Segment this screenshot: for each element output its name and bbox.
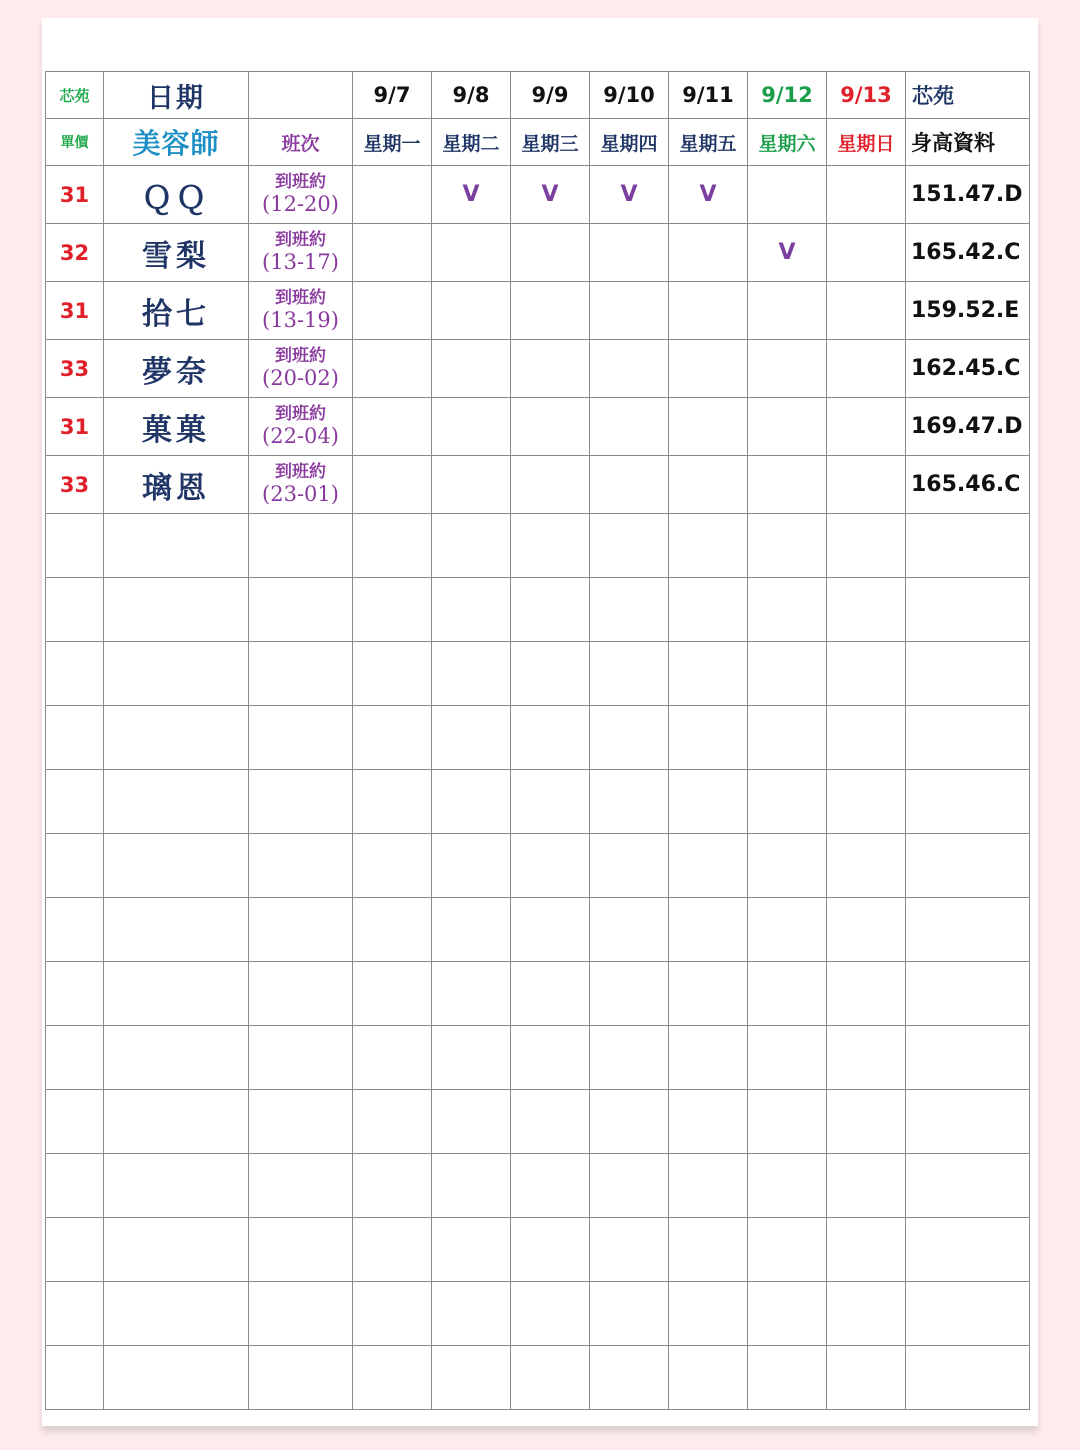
empty-cell xyxy=(249,514,353,578)
empty-table-row xyxy=(46,834,1030,898)
empty-cell xyxy=(432,1090,511,1154)
empty-cell xyxy=(432,1154,511,1218)
shift-cell xyxy=(249,166,353,224)
attendance-mark-cell xyxy=(353,456,432,514)
empty-cell xyxy=(590,1346,669,1410)
empty-cell xyxy=(669,1154,748,1218)
empty-cell xyxy=(432,1026,511,1090)
empty-cell xyxy=(46,1154,104,1218)
unit-price-cell: 31 xyxy=(46,166,104,224)
empty-table-row xyxy=(46,514,1030,578)
attendance-mark-cell xyxy=(748,282,827,340)
empty-cell xyxy=(46,898,104,962)
attendance-mark-cell xyxy=(590,398,669,456)
table-row xyxy=(46,224,1030,282)
shift-arrival-label: 到班約 xyxy=(275,404,326,425)
empty-cell xyxy=(432,770,511,834)
schedule-table xyxy=(45,71,1030,1410)
empty-cell xyxy=(353,1154,432,1218)
empty-cell xyxy=(249,642,353,706)
attendance-mark-cell xyxy=(827,166,906,224)
date-cell: 9/11 xyxy=(669,72,748,119)
beautician-header-label: 美容師 xyxy=(104,119,249,166)
empty-cell xyxy=(511,962,590,1026)
empty-cell xyxy=(590,834,669,898)
weekday-cell: 星期二 xyxy=(432,119,511,166)
unit-price-cell: 31 xyxy=(46,282,104,340)
empty-cell xyxy=(104,1346,249,1410)
empty-cell xyxy=(590,1218,669,1282)
empty-cell xyxy=(249,770,353,834)
empty-cell xyxy=(353,834,432,898)
empty-cell xyxy=(827,706,906,770)
empty-cell xyxy=(669,962,748,1026)
attendance-mark-cell xyxy=(432,340,511,398)
shift-cell xyxy=(249,282,353,340)
empty-cell xyxy=(46,1026,104,1090)
beautician-name-cell: 菓菓 xyxy=(104,398,249,456)
empty-cell xyxy=(669,1346,748,1410)
empty-cell xyxy=(511,514,590,578)
shift-arrival-label: 到班約 xyxy=(275,346,326,367)
empty-cell xyxy=(104,834,249,898)
empty-cell xyxy=(104,962,249,1026)
empty-cell xyxy=(748,770,827,834)
empty-cell xyxy=(669,1282,748,1346)
empty-cell xyxy=(511,1346,590,1410)
empty-table-row xyxy=(46,706,1030,770)
empty-cell xyxy=(104,1154,249,1218)
empty-cell xyxy=(669,770,748,834)
empty-table-row xyxy=(46,1218,1030,1282)
empty-cell xyxy=(827,514,906,578)
empty-cell xyxy=(432,1346,511,1410)
table-row xyxy=(46,282,1030,340)
empty-cell xyxy=(590,898,669,962)
empty-cell xyxy=(432,642,511,706)
unit-price-cell: 33 xyxy=(46,456,104,514)
date-cell: 9/7 xyxy=(353,72,432,119)
empty-cell xyxy=(906,706,1030,770)
empty-cell xyxy=(249,1154,353,1218)
empty-cell xyxy=(906,834,1030,898)
attendance-mark-cell xyxy=(432,456,511,514)
beautician-name-cell: 夢奈 xyxy=(104,340,249,398)
attendance-mark-cell xyxy=(590,340,669,398)
empty-table-row xyxy=(46,1154,1030,1218)
empty-cell xyxy=(827,770,906,834)
empty-cell xyxy=(104,1026,249,1090)
empty-cell xyxy=(748,1154,827,1218)
empty-table-row xyxy=(46,898,1030,962)
attendance-mark-cell xyxy=(511,456,590,514)
shift-time-range: (23-01) xyxy=(262,482,339,507)
empty-cell xyxy=(46,962,104,1026)
shift-cell xyxy=(249,340,353,398)
empty-cell xyxy=(748,642,827,706)
header-row-weekdays xyxy=(46,119,1030,166)
empty-cell xyxy=(511,1154,590,1218)
empty-cell xyxy=(104,1090,249,1154)
empty-table-row xyxy=(46,642,1030,706)
attendance-mark-cell xyxy=(353,340,432,398)
empty-cell xyxy=(104,642,249,706)
shift-time-range: (20-02) xyxy=(262,366,339,391)
attendance-mark-cell xyxy=(511,224,590,282)
empty-cell xyxy=(748,1026,827,1090)
attendance-mark-cell: V xyxy=(511,166,590,224)
unit-price-label: 單價 xyxy=(46,119,104,166)
empty-cell xyxy=(432,1218,511,1282)
shift-time-range: (13-17) xyxy=(262,250,339,275)
empty-table-row xyxy=(46,962,1030,1026)
empty-cell xyxy=(249,834,353,898)
unit-price-cell: 31 xyxy=(46,398,104,456)
empty-cell xyxy=(827,834,906,898)
empty-cell xyxy=(906,514,1030,578)
empty-table-row xyxy=(46,1346,1030,1410)
empty-table-row xyxy=(46,578,1030,642)
empty-cell xyxy=(748,1090,827,1154)
empty-cell xyxy=(46,834,104,898)
empty-cell xyxy=(104,1218,249,1282)
empty-cell xyxy=(249,578,353,642)
empty-cell xyxy=(827,578,906,642)
weekday-cell: 星期三 xyxy=(511,119,590,166)
empty-cell xyxy=(104,706,249,770)
empty-cell xyxy=(353,1026,432,1090)
weekday-cell: 星期五 xyxy=(669,119,748,166)
empty-cell xyxy=(590,1090,669,1154)
weekday-cell-sunday: 星期日 xyxy=(827,119,906,166)
attendance-mark-cell xyxy=(511,340,590,398)
empty-cell xyxy=(46,1090,104,1154)
empty-cell xyxy=(353,898,432,962)
shift-arrival-label: 到班約 xyxy=(275,288,326,309)
shift-cell xyxy=(249,398,353,456)
attendance-mark-cell xyxy=(669,340,748,398)
beautician-name-cell: ＱＱ xyxy=(104,166,249,224)
empty-cell xyxy=(906,1026,1030,1090)
empty-cell xyxy=(249,1026,353,1090)
empty-cell xyxy=(748,1218,827,1282)
height-data-cell: 165.42.C xyxy=(906,224,1030,282)
attendance-mark-cell xyxy=(827,224,906,282)
attendance-mark-cell: V xyxy=(432,166,511,224)
empty-cell xyxy=(511,1090,590,1154)
attendance-mark-cell xyxy=(669,224,748,282)
empty-cell xyxy=(511,834,590,898)
empty-cell xyxy=(669,1090,748,1154)
attendance-mark-cell xyxy=(827,282,906,340)
empty-cell xyxy=(748,898,827,962)
empty-cell xyxy=(590,1026,669,1090)
empty-cell xyxy=(827,1154,906,1218)
empty-cell xyxy=(249,1218,353,1282)
blank-header-cell xyxy=(249,72,353,119)
shift-arrival-label: 到班約 xyxy=(275,172,326,193)
empty-cell xyxy=(104,578,249,642)
attendance-mark-cell xyxy=(353,166,432,224)
attendance-mark-cell xyxy=(432,398,511,456)
empty-cell xyxy=(827,1090,906,1154)
empty-cell xyxy=(432,706,511,770)
empty-cell xyxy=(511,578,590,642)
height-data-cell: 151.47.D xyxy=(906,166,1030,224)
empty-cell xyxy=(353,514,432,578)
empty-cell xyxy=(669,834,748,898)
empty-cell xyxy=(906,1218,1030,1282)
attendance-mark-cell xyxy=(827,456,906,514)
empty-cell xyxy=(511,1282,590,1346)
empty-cell xyxy=(827,1346,906,1410)
empty-cell xyxy=(432,514,511,578)
empty-cell xyxy=(353,578,432,642)
height-data-cell: 165.46.C xyxy=(906,456,1030,514)
empty-cell xyxy=(669,1218,748,1282)
unit-price-cell: 32 xyxy=(46,224,104,282)
shift-time-range: (13-19) xyxy=(262,308,339,333)
empty-cell xyxy=(748,962,827,1026)
attendance-mark-cell xyxy=(432,282,511,340)
attendance-mark-cell: V xyxy=(669,166,748,224)
empty-cell xyxy=(906,1282,1030,1346)
empty-cell xyxy=(827,1282,906,1346)
empty-cell xyxy=(590,578,669,642)
empty-cell xyxy=(906,642,1030,706)
empty-cell xyxy=(353,770,432,834)
attendance-mark-cell xyxy=(511,398,590,456)
empty-cell xyxy=(46,1346,104,1410)
empty-cell xyxy=(249,706,353,770)
shift-arrival-label: 到班約 xyxy=(275,230,326,251)
date-header-label: 日期 xyxy=(104,72,249,119)
empty-cell xyxy=(590,514,669,578)
empty-cell xyxy=(104,1282,249,1346)
empty-cell xyxy=(748,578,827,642)
attendance-mark-cell xyxy=(669,398,748,456)
header-row-dates xyxy=(46,72,1030,119)
table-row xyxy=(46,398,1030,456)
attendance-mark-cell xyxy=(353,224,432,282)
empty-cell xyxy=(827,898,906,962)
weekday-cell: 星期一 xyxy=(353,119,432,166)
empty-cell xyxy=(432,834,511,898)
attendance-mark-cell xyxy=(669,456,748,514)
height-data-cell: 159.52.E xyxy=(906,282,1030,340)
empty-cell xyxy=(353,962,432,1026)
empty-cell xyxy=(353,1346,432,1410)
empty-cell xyxy=(906,770,1030,834)
date-cell-sunday: 9/13 xyxy=(827,72,906,119)
attendance-mark-cell xyxy=(353,282,432,340)
empty-cell xyxy=(669,898,748,962)
attendance-mark-cell xyxy=(432,224,511,282)
empty-cell xyxy=(46,578,104,642)
empty-cell xyxy=(590,962,669,1026)
empty-cell xyxy=(669,642,748,706)
empty-cell xyxy=(748,1346,827,1410)
date-cell: 9/10 xyxy=(590,72,669,119)
empty-cell xyxy=(353,642,432,706)
empty-cell xyxy=(353,706,432,770)
empty-cell xyxy=(590,1282,669,1346)
date-cell-saturday: 9/12 xyxy=(748,72,827,119)
height-data-cell: 169.47.D xyxy=(906,398,1030,456)
empty-cell xyxy=(249,1282,353,1346)
empty-cell xyxy=(249,1346,353,1410)
attendance-mark-cell xyxy=(827,340,906,398)
empty-cell xyxy=(432,962,511,1026)
shift-arrival-label: 到班約 xyxy=(275,462,326,483)
empty-cell xyxy=(46,1218,104,1282)
empty-cell xyxy=(46,642,104,706)
empty-cell xyxy=(906,1090,1030,1154)
empty-cell xyxy=(669,706,748,770)
height-header-label: 身高資料 xyxy=(906,119,1030,166)
empty-cell xyxy=(748,1282,827,1346)
empty-cell xyxy=(748,706,827,770)
attendance-mark-cell: V xyxy=(590,166,669,224)
table-row xyxy=(46,166,1030,224)
empty-cell xyxy=(906,578,1030,642)
empty-cell xyxy=(511,642,590,706)
empty-cell xyxy=(669,1026,748,1090)
empty-cell xyxy=(590,770,669,834)
empty-cell xyxy=(827,962,906,1026)
attendance-mark-cell xyxy=(748,456,827,514)
empty-cell xyxy=(353,1218,432,1282)
empty-cell xyxy=(669,578,748,642)
empty-cell xyxy=(104,898,249,962)
empty-cell xyxy=(511,898,590,962)
height-data-cell: 162.45.C xyxy=(906,340,1030,398)
empty-cell xyxy=(748,834,827,898)
empty-cell xyxy=(590,1154,669,1218)
empty-cell xyxy=(906,898,1030,962)
attendance-mark-cell xyxy=(827,398,906,456)
shift-time-range: (12-20) xyxy=(262,192,339,217)
empty-cell xyxy=(353,1282,432,1346)
empty-cell xyxy=(827,1026,906,1090)
table-row xyxy=(46,456,1030,514)
unit-price-cell: 33 xyxy=(46,340,104,398)
empty-cell xyxy=(669,514,748,578)
empty-cell xyxy=(432,1282,511,1346)
beautician-name-cell: 拾七 xyxy=(104,282,249,340)
attendance-mark-cell xyxy=(353,398,432,456)
empty-cell xyxy=(249,898,353,962)
empty-cell xyxy=(748,514,827,578)
empty-cell xyxy=(511,770,590,834)
empty-table-row xyxy=(46,1282,1030,1346)
empty-cell xyxy=(249,1090,353,1154)
empty-table-row xyxy=(46,1026,1030,1090)
weekday-cell: 星期四 xyxy=(590,119,669,166)
empty-cell xyxy=(353,1090,432,1154)
empty-cell xyxy=(46,770,104,834)
empty-cell xyxy=(511,1218,590,1282)
attendance-mark-cell xyxy=(590,282,669,340)
attendance-mark-cell xyxy=(511,282,590,340)
empty-cell xyxy=(432,578,511,642)
empty-cell xyxy=(906,1154,1030,1218)
shift-cell xyxy=(249,224,353,282)
attendance-mark-cell xyxy=(748,166,827,224)
empty-cell xyxy=(906,962,1030,1026)
empty-cell xyxy=(46,1282,104,1346)
beautician-name-cell: 璃恩 xyxy=(104,456,249,514)
empty-cell xyxy=(511,1026,590,1090)
shift-cell xyxy=(249,456,353,514)
attendance-mark-cell xyxy=(590,224,669,282)
brand-header-label: 芯苑 xyxy=(906,72,1030,119)
table-row xyxy=(46,340,1030,398)
date-cell: 9/8 xyxy=(432,72,511,119)
empty-cell xyxy=(590,642,669,706)
attendance-mark-cell xyxy=(590,456,669,514)
empty-cell xyxy=(906,1346,1030,1410)
empty-table-row xyxy=(46,770,1030,834)
empty-cell xyxy=(46,514,104,578)
empty-cell xyxy=(46,706,104,770)
empty-cell xyxy=(104,770,249,834)
shift-header-label: 班次 xyxy=(249,119,353,166)
attendance-mark-cell xyxy=(669,282,748,340)
empty-cell xyxy=(104,514,249,578)
attendance-mark-cell xyxy=(748,340,827,398)
attendance-mark-cell xyxy=(748,398,827,456)
beautician-name-cell: 雪梨 xyxy=(104,224,249,282)
attendance-mark-cell: V xyxy=(748,224,827,282)
empty-cell xyxy=(590,706,669,770)
empty-cell xyxy=(511,706,590,770)
shift-time-range: (22-04) xyxy=(262,424,339,449)
empty-cell xyxy=(249,962,353,1026)
empty-cell xyxy=(432,898,511,962)
empty-cell xyxy=(827,1218,906,1282)
date-cell: 9/9 xyxy=(511,72,590,119)
weekday-cell-saturday: 星期六 xyxy=(748,119,827,166)
empty-table-row xyxy=(46,1090,1030,1154)
corner-brand-label: 芯苑 xyxy=(46,72,104,119)
empty-cell xyxy=(827,642,906,706)
